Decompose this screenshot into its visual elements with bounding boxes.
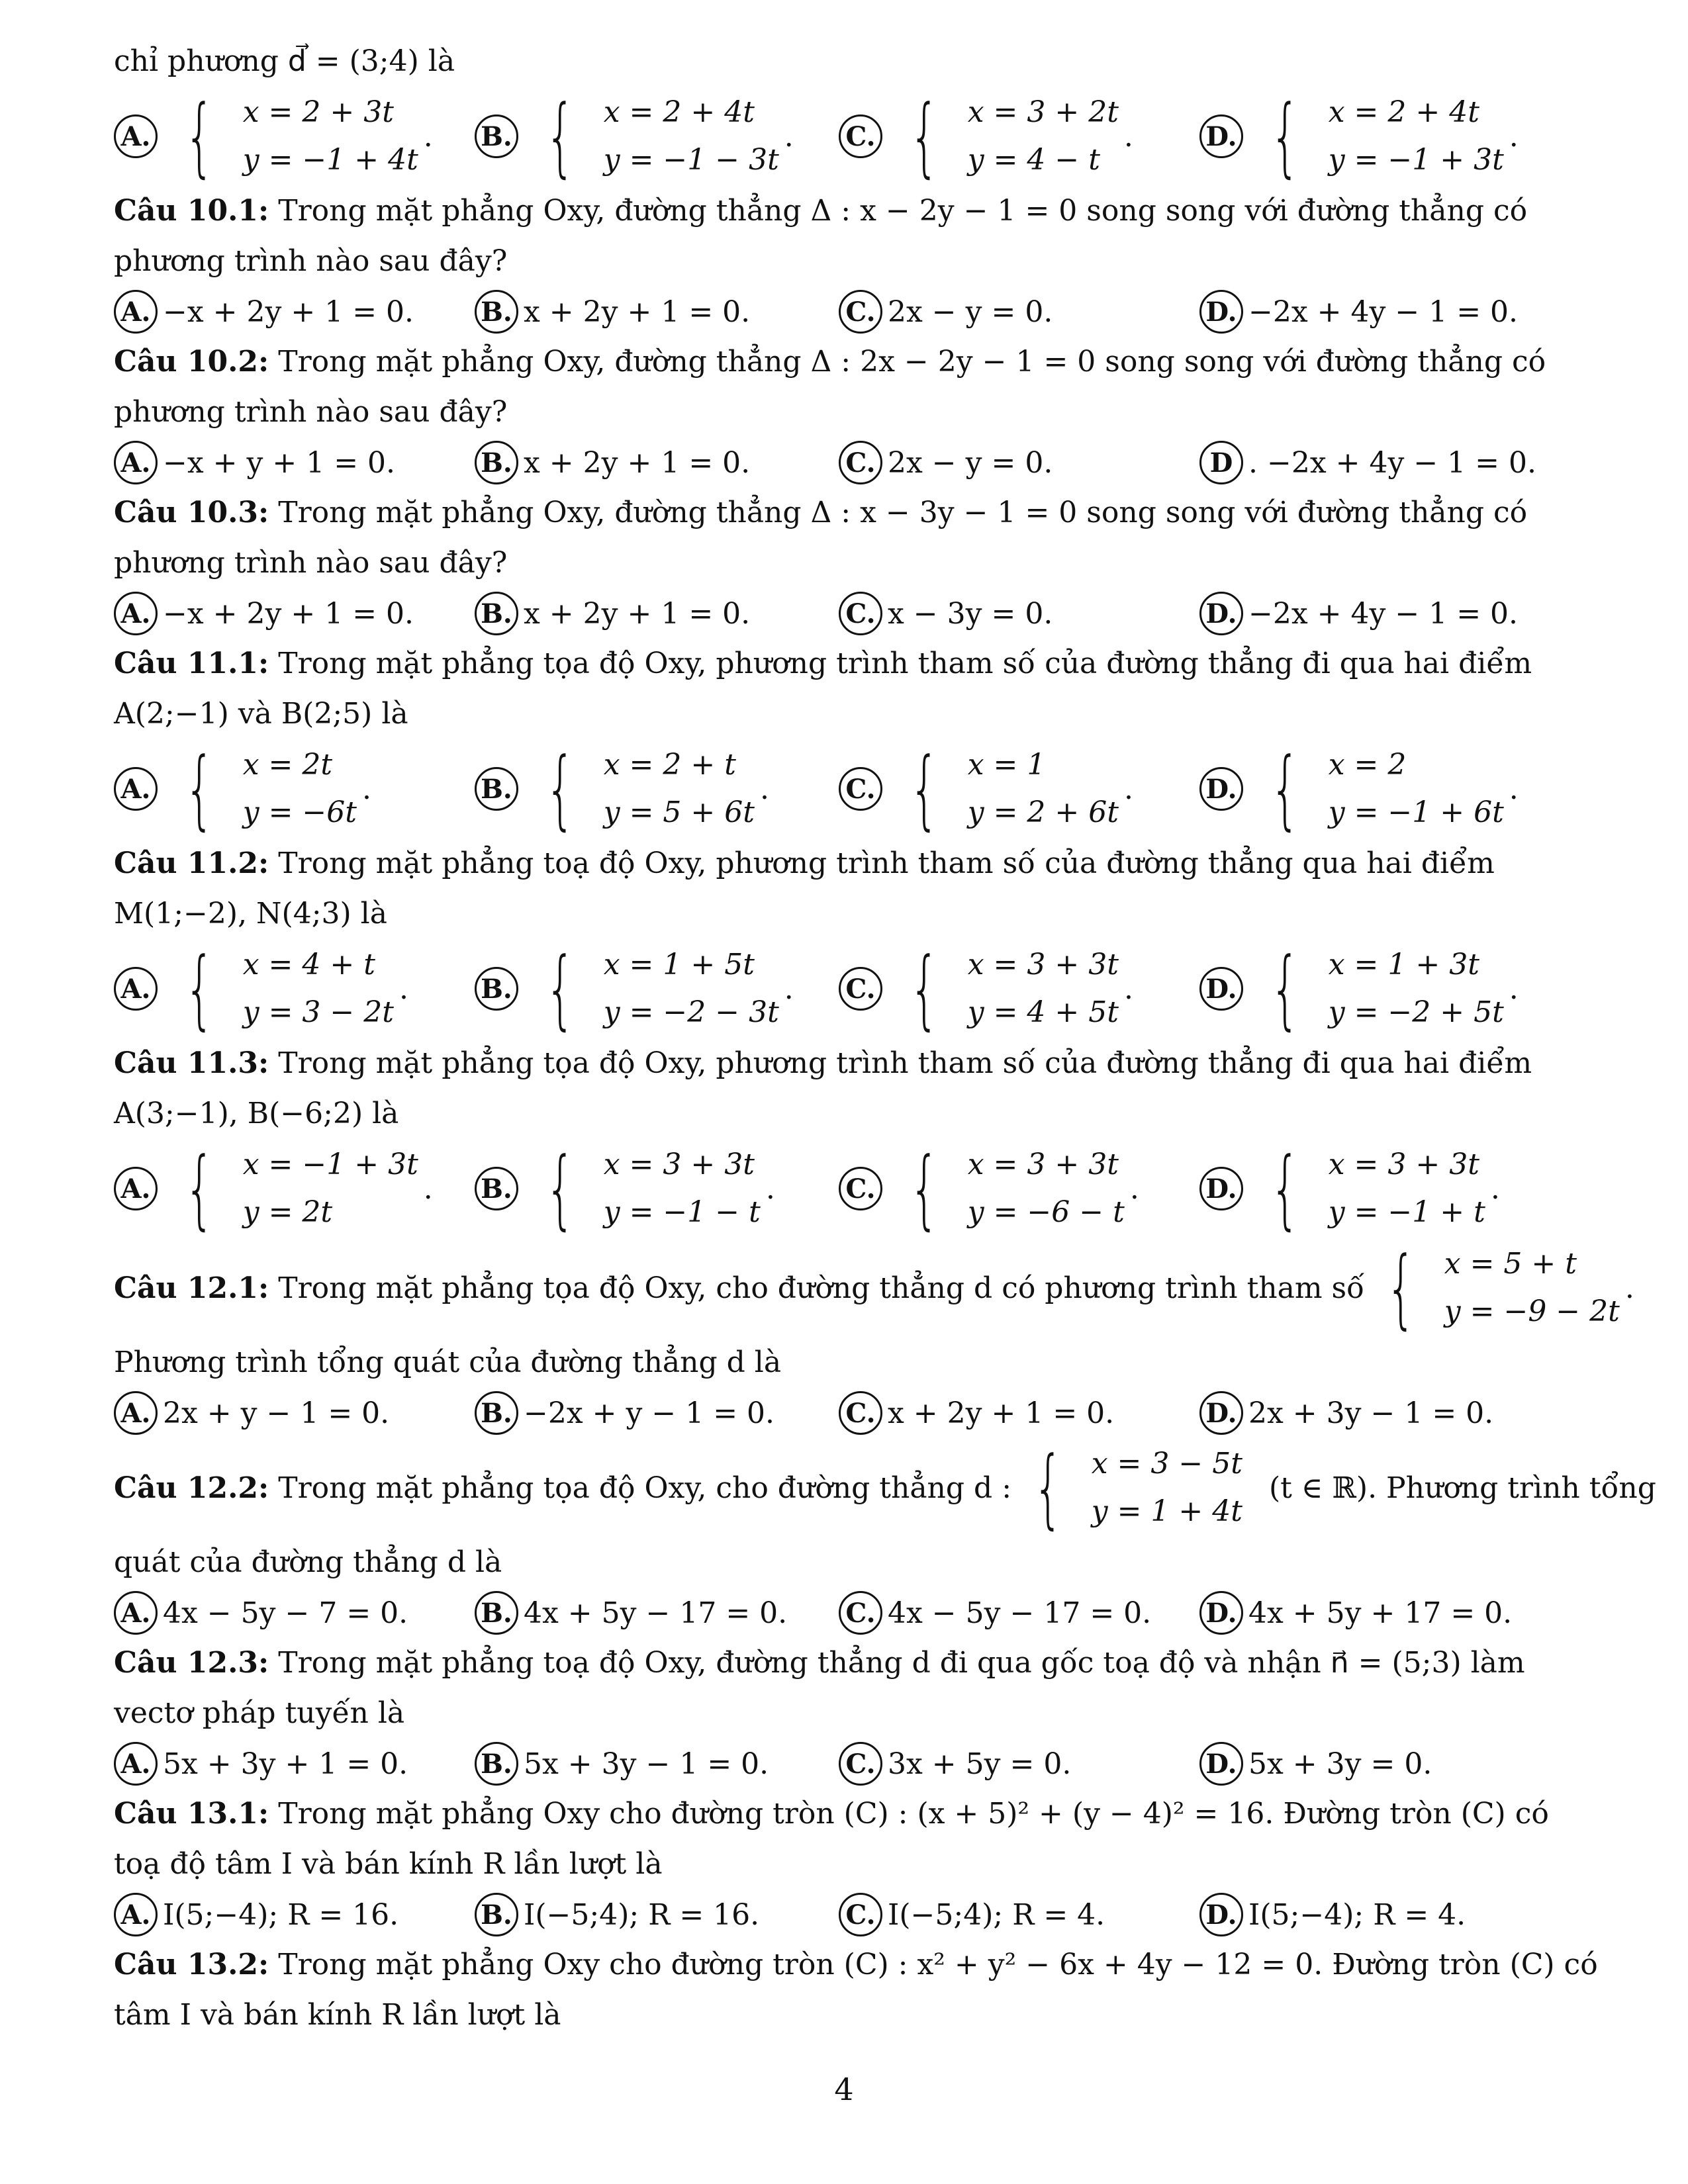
option-a[interactable]: A. −x + 2y + 1 = 0. xyxy=(114,290,475,334)
option-d[interactable]: D. 2x + 3y − 1 = 0. xyxy=(1199,1391,1597,1435)
answer-options-11-2 xyxy=(114,939,1603,1038)
question-13-2: Câu 13.2: Trong mặt phẳng Oxy cho đường tròn (C) : x² + y² − 6x + 4y − 12 = 0. Đường tròn (C) có tâm I và bán kính R lần lượt là xyxy=(114,1948,1598,2032)
option-b[interactable]: B. { x = 2 + t y = 5 + 6t . xyxy=(475,741,839,837)
option-c[interactable]: C. { x = 3 + 3t y = 4 + 5t . xyxy=(839,941,1199,1036)
option-d[interactable]: D. 5x + 3y = 0. xyxy=(1199,1742,1597,1786)
option-a[interactable]: A. 5x + 3y + 1 = 0. xyxy=(114,1742,475,1786)
answer-options-10-3 xyxy=(114,588,1603,639)
option-c[interactable]: C. { x = 1 y = 2 + 6t . xyxy=(839,741,1199,837)
answer-options-10-2 xyxy=(114,437,1603,488)
option-d[interactable]: D. { x = 2 + 4t y = −1 + 3t . xyxy=(1199,89,1597,184)
option-c[interactable]: C. x + 2y + 1 = 0. xyxy=(839,1391,1199,1435)
page-content xyxy=(114,36,1656,2040)
option-c[interactable]: C. 3x + 5y = 0. xyxy=(839,1742,1199,1786)
option-d[interactable]: D. { x = 3 + 3t y = −1 + t . xyxy=(1199,1141,1597,1236)
option-a[interactable]: A. I(5;−4); R = 16. xyxy=(114,1893,475,1936)
question-continuation: chỉ phương d⃗ = (3;4) là xyxy=(114,44,455,78)
option-a[interactable]: A. { x = −1 + 3t y = 2t . xyxy=(114,1141,475,1236)
page-number: 4 xyxy=(834,2071,854,2107)
option-b[interactable]: B. { x = 1 + 5t y = −2 − 3t . xyxy=(475,941,839,1036)
option-c[interactable]: C. 2x − y = 0. xyxy=(839,441,1199,484)
option-d[interactable]: D. 4x + 5y + 17 = 0. xyxy=(1199,1591,1597,1635)
option-b[interactable]: B. x + 2y + 1 = 0. xyxy=(475,441,839,484)
answer-options-11-3 xyxy=(114,1139,1603,1238)
question-10-2: Câu 10.2: Trong mặt phẳng Oxy, đường thẳng Δ : 2x − 2y − 1 = 0 song song với đường thẳng có phương trình nào sau đây? xyxy=(114,345,1546,429)
question-12-1: Câu 12.1: Trong mặt phẳng tọa độ Oxy, cho đường thẳng d có phương trình tham số { x = 5 + t y = −9 − 2t . xyxy=(114,1238,1634,1338)
option-a[interactable]: A. 4x − 5y − 7 = 0. xyxy=(114,1591,475,1635)
answer-options-13-1 xyxy=(114,1889,1603,1940)
answer-options-11-1 xyxy=(114,739,1603,839)
option-b[interactable]: B. I(−5;4); R = 16. xyxy=(475,1893,839,1936)
question-13-1: Câu 13.1: Trong mặt phẳng Oxy cho đường tròn (C) : (x + 5)² + (y − 4)² = 16. Đường tròn (C) có toạ độ tâm I và bán kính R lần lượt là xyxy=(114,1797,1549,1881)
question-11-2: Câu 11.2: Trong mặt phẳng toạ độ Oxy, phương trình tham số của đường thẳng qua hai điểm M(1;−2), N(4;3) là xyxy=(114,846,1495,931)
question-12-2: Câu 12.2: Trong mặt phẳng tọa độ Oxy, cho đường thẳng d : { x = 3 − 5t y = 1 + 4t (t ∈ ℝ). Phương trình tổng xyxy=(114,1437,1656,1538)
answer-options-12-2 xyxy=(114,1588,1603,1638)
option-c[interactable]: C. 4x − 5y − 17 = 0. xyxy=(839,1591,1199,1635)
option-a[interactable]: A. { x = 2t y = −6t . xyxy=(114,741,475,837)
option-d[interactable]: D . −2x + 4y − 1 = 0. xyxy=(1199,441,1597,484)
question-12-3: Câu 12.3: Trong mặt phẳng toạ độ Oxy, đường thẳng d đi qua gốc toạ độ và nhận n⃗ = (5;3) làm vectơ pháp tuyến là xyxy=(114,1646,1525,1730)
option-d[interactable]: D. { x = 1 + 3t y = −2 + 5t . xyxy=(1199,941,1597,1036)
option-d[interactable]: D. −2x + 4y − 1 = 0. xyxy=(1199,290,1597,334)
option-d[interactable]: D. { x = 2 y = −1 + 6t . xyxy=(1199,741,1597,837)
answer-options-q10 xyxy=(114,87,1603,186)
answer-options-12-1 xyxy=(114,1388,1603,1438)
option-a[interactable]: A. −x + y + 1 = 0. xyxy=(114,441,475,484)
option-b[interactable]: B. −2x + y − 1 = 0. xyxy=(475,1391,839,1435)
option-a[interactable]: A. { x = 4 + t y = 3 − 2t . xyxy=(114,941,475,1036)
question-10-1: Câu 10.1: Trong mặt phẳng Oxy, đường thẳng Δ : x − 2y − 1 = 0 song song với đường thẳng có phương trình nào sau đây? xyxy=(114,194,1528,278)
option-d[interactable]: D. I(5;−4); R = 4. xyxy=(1199,1893,1597,1936)
option-c[interactable]: C. x − 3y = 0. xyxy=(839,592,1199,635)
option-b[interactable]: B. x + 2y + 1 = 0. xyxy=(475,592,839,635)
option-b[interactable]: B. { x = 2 + 4t y = −1 − 3t . xyxy=(475,89,839,184)
option-b[interactable]: B. { x = 3 + 3t y = −1 − t . xyxy=(475,1141,839,1236)
option-d[interactable]: D. −2x + 4y − 1 = 0. xyxy=(1199,592,1597,635)
option-b[interactable]: B. x + 2y + 1 = 0. xyxy=(475,290,839,334)
question-10-3: Câu 10.3: Trong mặt phẳng Oxy, đường thẳng Δ : x − 3y − 1 = 0 song song với đường thẳng có phương trình nào sau đây? xyxy=(114,496,1528,580)
option-b[interactable]: B. 4x + 5y − 17 = 0. xyxy=(475,1591,839,1635)
option-c[interactable]: C. { x = 3 + 2t y = 4 − t . xyxy=(839,89,1199,184)
option-c[interactable]: C. 2x − y = 0. xyxy=(839,290,1199,334)
question-12-1-cont: Phương trình tổng quát của đường thẳng d là xyxy=(114,1345,782,1379)
option-b[interactable]: B. 5x + 3y − 1 = 0. xyxy=(475,1742,839,1786)
option-a[interactable]: A. { x = 2 + 3t y = −1 + 4t . xyxy=(114,89,475,184)
option-a[interactable]: A. −x + 2y + 1 = 0. xyxy=(114,592,475,635)
question-11-1: Câu 11.1: Trong mặt phẳng tọa độ Oxy, phương trình tham số của đường thẳng đi qua hai điểm A(2;−1) và B(2;5) là xyxy=(114,647,1532,731)
question-11-3: Câu 11.3: Trong mặt phẳng tọa độ Oxy, phương trình tham số của đường thẳng đi qua hai điểm A(3;−1), B(−6;2) là xyxy=(114,1046,1532,1130)
option-c[interactable]: C. { x = 3 + 3t y = −6 − t . xyxy=(839,1141,1199,1236)
answer-options-10-1 xyxy=(114,287,1603,337)
option-a[interactable]: A. 2x + y − 1 = 0. xyxy=(114,1391,475,1435)
option-c[interactable]: C. I(−5;4); R = 4. xyxy=(839,1893,1199,1936)
question-12-2-cont: quát của đường thẳng d là xyxy=(114,1545,502,1579)
answer-options-12-3 xyxy=(114,1739,1603,1789)
